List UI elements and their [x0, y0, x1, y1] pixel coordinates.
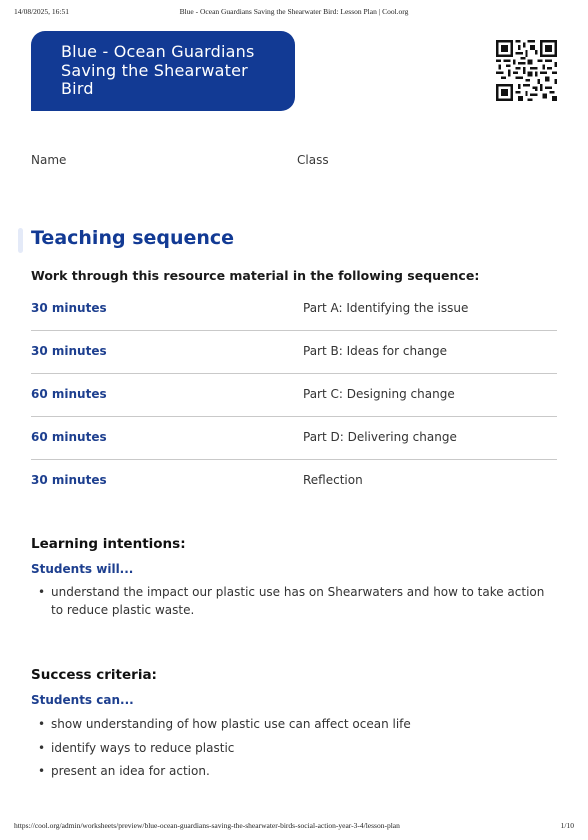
- class-field-label: Class: [297, 153, 329, 167]
- sequence-part: Part A: Identifying the issue: [303, 301, 469, 315]
- print-url: https://cool.org/admin/worksheets/preview/blue-ocean-guardians-saving-the-shearwater-birds-social-action-year-3-4/lesson-plan: [14, 821, 400, 830]
- sequence-intro: Work through this resource material in the following sequence:: [31, 268, 480, 283]
- lesson-title: Blue - Ocean Guardians Saving the Shearwater Bird: [61, 42, 255, 98]
- sequence-part: Reflection: [303, 473, 363, 487]
- list-item: • show understanding of how plastic use can affect ocean life: [31, 715, 557, 733]
- sequence-part: Part D: Delivering change: [303, 430, 457, 444]
- qr-code-icon: [496, 40, 557, 101]
- success-criteria-list: [31, 715, 557, 786]
- sequence-part: Part B: Ideas for change: [303, 344, 448, 358]
- list-item: • identify ways to reduce plastic: [31, 739, 557, 757]
- sequence-duration: 30 minutes: [31, 344, 107, 358]
- students-will-label: Students will...: [31, 562, 134, 576]
- print-page-title: Blue - Ocean Guardians Saving the Shearwater Bird: Lesson Plan | Cool.org: [179, 7, 409, 16]
- sequence-duration: 60 minutes: [31, 430, 107, 444]
- print-datetime: 14/08/2025, 16:51: [14, 7, 70, 16]
- sequence-duration: 30 minutes: [31, 473, 107, 487]
- section-accent-bar: [18, 228, 23, 253]
- print-header: [14, 7, 574, 16]
- sequence-row: [31, 374, 557, 417]
- students-can-label: Students can...: [31, 693, 134, 707]
- sequence-part: Part C: Designing change: [303, 387, 455, 401]
- learning-intentions-heading: Learning intentions:: [31, 536, 186, 552]
- list-item: • present an idea for action.: [31, 762, 557, 780]
- sequence-row: [31, 331, 557, 374]
- sequence-row: [31, 460, 557, 502]
- success-criteria-heading: Success criteria:: [31, 667, 157, 683]
- list-item: • understand the impact our plastic use has on Shearwaters and how to take action to reduce plastic waste.: [31, 583, 557, 619]
- sequence-row: [31, 417, 557, 460]
- sequence-table: [31, 288, 557, 502]
- sequence-duration: 30 minutes: [31, 301, 107, 315]
- teaching-sequence-heading: Teaching sequence: [31, 227, 235, 249]
- print-footer: [14, 821, 574, 830]
- sequence-row: [31, 288, 557, 331]
- page-number: 1/10: [560, 821, 574, 830]
- name-field-label: Name: [31, 153, 67, 167]
- learning-intentions-list: [31, 583, 557, 625]
- title-banner: [31, 31, 295, 111]
- sequence-duration: 60 minutes: [31, 387, 107, 401]
